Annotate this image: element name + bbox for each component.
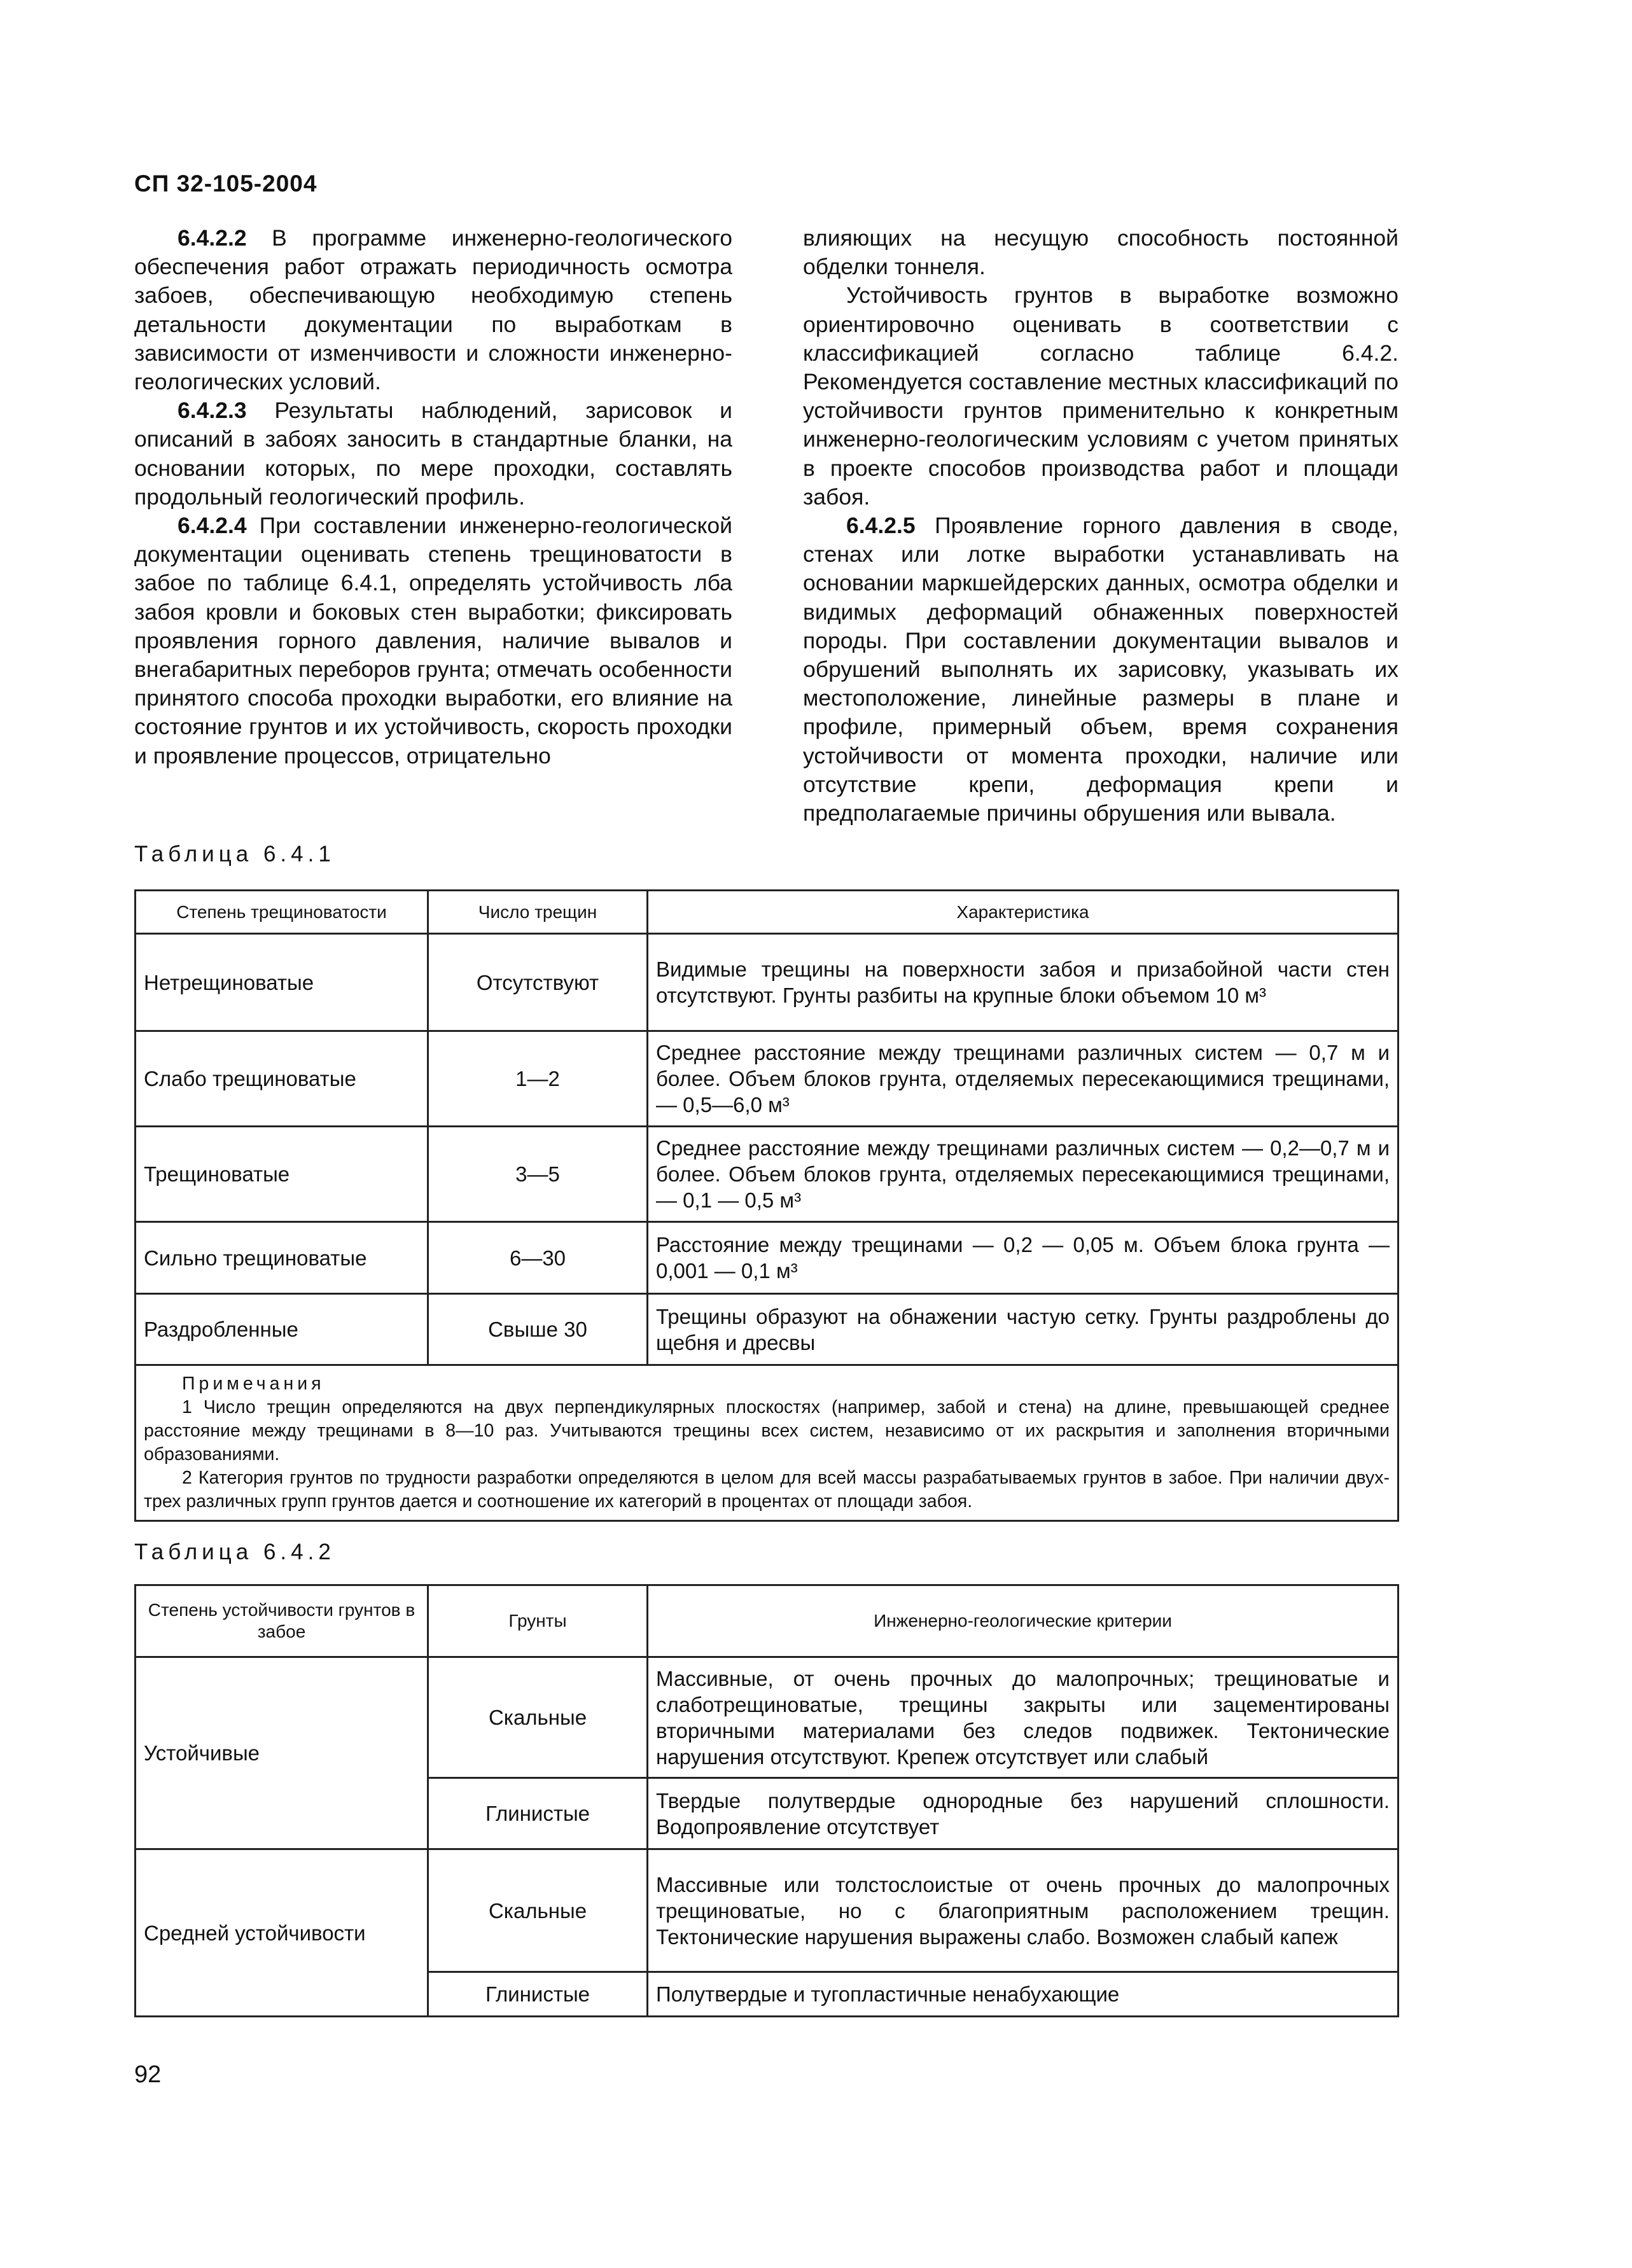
table-row bbox=[136, 1849, 1398, 1972]
table-6-4-2 bbox=[134, 1584, 1399, 2017]
fracture-count-cell: 1—2 bbox=[428, 1031, 648, 1127]
document-code-header: СП 32-105-2004 bbox=[134, 170, 317, 197]
paragraph-6-4-2-2: 6.4.2.2 В программе инженерно-геологического обеспечения работ отражать периодичность осмотра забоев, обеспечивающую необходимую степень детальности документации по выработкам в зависимости от изменчивости и сложности инженерно-геологических условий. bbox=[134, 225, 732, 395]
right-text-column bbox=[803, 224, 1398, 828]
characteristic-cell: Видимые трещины на поверхности забоя и призабойной части стен отсутствуют. Грунты разбиты на крупные блоки объемом 10 м³ bbox=[648, 934, 1398, 1031]
header-criteria: Инженерно-геологические критерии bbox=[648, 1585, 1398, 1657]
table-row bbox=[136, 1294, 1398, 1365]
characteristic-cell: Среднее расстояние между трещинами различных систем — 0,7 м и более. Объем блоков грунта, отделяемых пересекающимися трещинами, — 0,5—6,0 м³ bbox=[648, 1031, 1398, 1127]
header-characteristic: Характеристика bbox=[648, 891, 1398, 934]
table-row bbox=[136, 934, 1398, 1031]
soil-type-cell: Скальные bbox=[428, 1657, 648, 1778]
criteria-cell: Массивные или толстослоистые от очень прочных до малопрочных трещиноватые, но с благоприятным расположением трещин. Тектонические нарушения выражены слабо. Возможен слабый капеж bbox=[648, 1849, 1398, 1972]
page-number: 92 bbox=[134, 2061, 162, 2088]
paragraph-6-4-2-3: 6.4.2.3 Результаты наблюдений, зарисовок и описаний в забоях заносить в стандартные бланки, на основании которых, по мере проходки, составлять продольный геологический профиль. bbox=[134, 398, 732, 510]
soil-type-cell: Скальные bbox=[428, 1849, 648, 1972]
left-text-column bbox=[134, 224, 732, 770]
paragraph-6-4-2-5: 6.4.2.5 Проявление горного давления в своде, стенах или лотке выработки устанавливать на основании маркшейдерских данных, осмотра обделки и видимых деформаций обнаженных поверхностей породы. При составлении документации вывалов и обрушений выполнять их зарисовку, указывать их местоположение, линейные размеры в плане и профиле, примерный объем, время сохранения устойчивости от момента проходки, наличие или отсутствие крепи, деформация крепи и предполагаемые причины обрушения или вывала. bbox=[803, 513, 1398, 826]
paragraph-continuation: влияющих на несущую способность постоянной обделки тоннеля. bbox=[803, 225, 1398, 280]
table-row bbox=[136, 1222, 1398, 1294]
table-6-4-2-caption: Таблица 6.4.2 bbox=[134, 1540, 335, 1564]
criteria-cell: Массивные, от очень прочных до малопрочных; трещиноватые и слаботрещиноватые, трещины закрыты или зацементированы вторичными материалами без следов подвижек. Тектонические нарушения отсутствуют. Крепеж отсутствует или слабый bbox=[648, 1657, 1398, 1778]
fracture-degree-cell: Слабо трещиноватые bbox=[136, 1031, 428, 1127]
header-soils: Грунты bbox=[428, 1585, 648, 1657]
stability-cell: Средней устойчивости bbox=[136, 1849, 428, 2017]
note-2: 2 Категория грунтов по трудности разработки определяются в целом для всей массы разрабатываемых грунтов в забое. При наличии двух-трех различных групп грунтов дается и соотношение их категорий в процентах от площади забоя. bbox=[144, 1468, 1390, 1512]
table-header-row bbox=[136, 891, 1398, 934]
soil-type-cell: Глинистые bbox=[428, 1972, 648, 2017]
fracture-count-cell: 3—5 bbox=[428, 1127, 648, 1222]
characteristic-cell: Среднее расстояние между трещинами различных систем — 0,2—0,7 м и более. Объем блоков грунта, отделяемых пересекающимися трещинами, — 0,1 — 0,5 м³ bbox=[648, 1127, 1398, 1222]
stability-cell: Устойчивые bbox=[136, 1657, 428, 1849]
fracture-degree-cell: Нетрещиноватые bbox=[136, 934, 428, 1031]
header-stability: Степень устойчивости грунтов в забое bbox=[136, 1585, 428, 1657]
table-6-4-1-caption: Таблица 6.4.1 bbox=[134, 842, 335, 866]
criteria-cell: Полутвердые и тугопластичные ненабухающие bbox=[648, 1972, 1398, 2017]
soil-type-cell: Глинистые bbox=[428, 1778, 648, 1849]
fracture-count-cell: 6—30 bbox=[428, 1222, 648, 1294]
paragraph-6-4-2-4: 6.4.2.4 При составлении инженерно-геологической документации оценивать степень трещиноватости в забое по таблице 6.4.1, определять устойчивость лба забоя кровли и боковых стен выработки; фиксировать проявления горного давления, наличие вывалов и внегабаритных переборов грунта; отмечать особенности принятого способа проходки выработки, его влияние на состояние грунтов и их устойчивость, скорость проходки и проявление процессов, отрицательно bbox=[134, 513, 732, 769]
criteria-cell: Твердые полутвердые однородные без нарушений сплошности. Водопроявление отсутствует bbox=[648, 1778, 1398, 1849]
table-header-row bbox=[136, 1585, 1398, 1657]
notes-row bbox=[136, 1365, 1398, 1521]
fracture-count-cell: Свыше 30 bbox=[428, 1294, 648, 1365]
header-fracture-degree: Степень трещиноватости bbox=[136, 891, 428, 934]
characteristic-cell: Трещины образуют на обнажении частую сетку. Грунты раздроблены до щебня и дресвы bbox=[648, 1294, 1398, 1365]
fracture-degree-cell: Раздробленные bbox=[136, 1294, 428, 1365]
paragraph-stability: Устойчивость грунтов в выработке возможно ориентировочно оценивать в соответствии с классификацией согласно таблице 6.4.2. Рекомендуется составление местных классификаций по устойчивости грунтов применительно к конкретным инженерно-геологическим условиям с учетом принятых в проекте способов производства работ и площади забоя. bbox=[803, 282, 1398, 510]
fracture-degree-cell: Сильно трещиноватые bbox=[136, 1222, 428, 1294]
table-notes bbox=[136, 1365, 1398, 1521]
notes-title: Примечания bbox=[182, 1374, 325, 1394]
characteristic-cell: Расстояние между трещинами — 0,2 — 0,05 м. Объем блока грунта — 0,001 — 0,1 м³ bbox=[648, 1222, 1398, 1294]
table-row bbox=[136, 1657, 1398, 1778]
header-fracture-count: Число трещин bbox=[428, 891, 648, 934]
table-6-4-1 bbox=[134, 889, 1399, 1522]
fracture-count-cell: Отсутствуют bbox=[428, 934, 648, 1031]
note-1: 1 Число трещин определяются на двух перпендикулярных плоскостях (например, забой и стена) на длине, превышающей среднее расстояние между трещинами в 8—10 раз. Учитываются трещины всех систем, независимо от их раскрытия и заполнения вторичными образованиями. bbox=[144, 1397, 1390, 1464]
table-row bbox=[136, 1031, 1398, 1127]
table-row bbox=[136, 1127, 1398, 1222]
fracture-degree-cell: Трещиноватые bbox=[136, 1127, 428, 1222]
